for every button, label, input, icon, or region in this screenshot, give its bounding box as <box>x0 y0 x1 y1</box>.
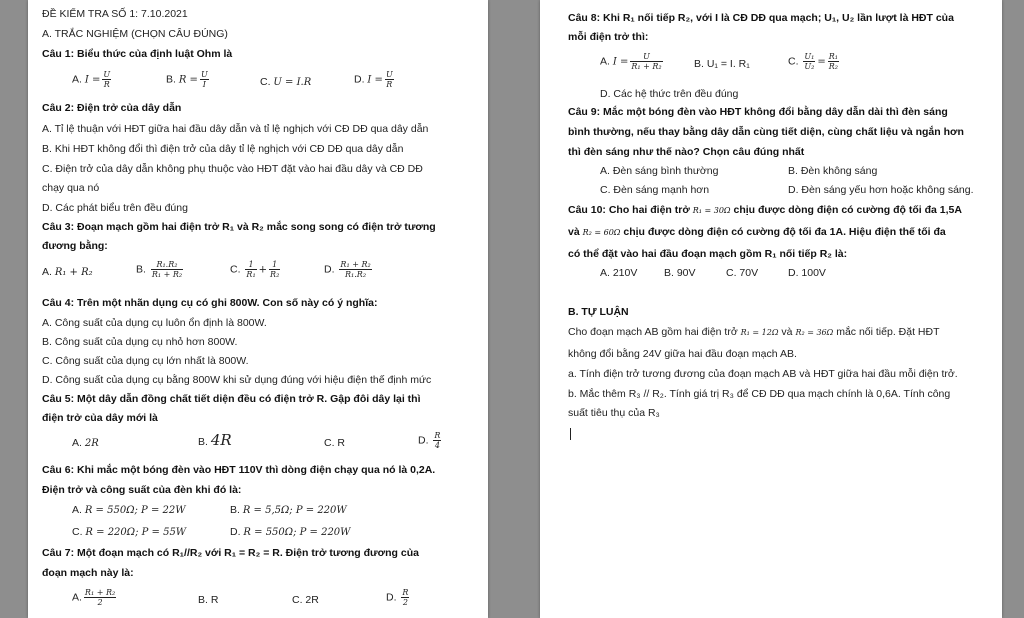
section-b-title: B. TỰ LUẬN <box>568 306 629 318</box>
essay-part-a: a. Tính điện trở tương đương của đoạn mạch AB và HĐT giữa hai đầu mỗi điện trở. <box>568 368 958 380</box>
q8-option-b: B. U₁ = I. R₁ <box>694 58 750 70</box>
q10-question-line1: Câu 10: Cho hai điện trở R₁ = 30Ω chịu được dòng điện có cường độ tối đa 1,5A <box>568 204 962 216</box>
q8-option-a: A. I = $\frac{U}{\text{R₁ + R₂}}$ <box>600 52 662 71</box>
q5-option-d: D. $\frac{R}{4}$ <box>418 431 441 450</box>
q3-option-d: D. $\frac{\text{R₁ + R₂}}{\text{R₁.R₂}}$ <box>324 260 371 279</box>
q7-question-line2: đoạn mạch này là: <box>42 567 134 579</box>
q1-option-b: B. R = $\frac{U}{I}$ <box>166 70 208 89</box>
q7-option-d: D. $\frac{R}{2}$ <box>386 588 409 607</box>
q8-option-c: C. $\frac{\text{U₁}}{\text{U₂}}$ = $\frac{\text{R₁}}{\text{R₂}}$ <box>788 52 838 71</box>
q5-question-line1: Câu 5: Một dây dẫn đồng chất tiết diện đều có điện trở R. Gập đôi dây lại thì <box>42 393 421 405</box>
essay-part-b-line2: suất tiêu thụ của R₃ <box>568 407 660 419</box>
q5-option-b: B. 4R <box>198 431 232 449</box>
q10-option-c: C. 70V <box>726 267 759 279</box>
q7-option-b: B. R <box>198 594 219 606</box>
left-page <box>28 0 488 618</box>
q6-question-line1: Câu 6: Khi mắc một bóng đèn vào HĐT 110V thì dòng điện chạy qua nó là 0,2A. <box>42 464 436 476</box>
q9-option-c: C. Đèn sáng mạnh hơn <box>600 184 710 196</box>
q2-option-a: A. Tỉ lệ thuận với HĐT giữa hai đầu dây dẫn và tỉ lệ nghịch với CĐ DĐ qua dây dẫn <box>42 123 429 135</box>
q1-option-a: A. I = $\frac{U}{R}$ <box>72 70 111 89</box>
q3-option-b: B. $\frac{\text{R₁.R₂}}{\text{R₁ + R₂}}$ <box>136 260 183 279</box>
q6-option-d: D. R = 550Ω; P = 220W <box>230 526 351 538</box>
q6-question-line2: Điện trở và công suất của đèn khi đó là: <box>42 484 242 496</box>
q6-option-b: B. R = 5,5Ω; P = 220W <box>230 504 347 516</box>
q2-option-c-line2: chạy qua nó <box>42 182 100 194</box>
q3-option-c: C. $\frac{1}{\text{R₁}}$ + $\frac{1}{\text{R₂}}$ <box>230 260 280 279</box>
q10-option-a: A. 210V <box>600 267 638 279</box>
essay-line2: không đổi bằng 24V giữa hai đầu đoạn mạch AB. <box>568 348 797 360</box>
q7-option-a: A. $\frac{\text{R₁ + R₂}}{2}$ <box>72 588 116 607</box>
q5-option-a: A. 2R <box>72 437 99 449</box>
q6-option-c: C. R = 220Ω; P = 55W <box>72 526 187 538</box>
q8-option-d: D. Các hệ thức trên đều đúng <box>600 88 739 100</box>
q9-question-line1: Câu 9: Mắc một bóng đèn vào HĐT không đổi bằng dây dẫn dài thì đèn sáng <box>568 106 948 118</box>
q3-question-line2: đương bằng: <box>42 240 108 252</box>
q2-question: Câu 2: Điện trở của dây dẫn <box>42 102 182 114</box>
q7-question-line1: Câu 7: Một đoạn mạch có R₁//R₂ với R₁ = R₂ = R. Điện trở tương đương của <box>42 547 419 559</box>
q1-question: Câu 1: Biểu thức của định luật Ohm là <box>42 48 233 60</box>
right-page <box>540 0 1002 618</box>
essay-line1: Cho đoạn mạch AB gồm hai điện trở R₁ = 12Ω và R₂ = 36Ω mắc nối tiếp. Đặt HĐT <box>568 326 940 338</box>
q2-option-b: B. Khi HĐT không đổi thì điện trở của dây tỉ lệ nghịch với CĐ DĐ qua dây dẫn <box>42 143 404 155</box>
q4-option-b: B. Công suất của dụng cụ nhỏ hơn 800W. <box>42 336 238 348</box>
q10-question-line3: có thể đặt vào hai đầu đoạn mạch gồm R₁ nối tiếp R₂ là: <box>568 248 848 260</box>
q9-option-d: D. Đèn sáng yếu hơn hoặc không sáng. <box>788 184 974 196</box>
q4-option-c: C. Công suất của dụng cụ lớn nhất là 800W. <box>42 355 249 367</box>
q3-option-a: A. R₁ + R₂ <box>42 266 93 278</box>
q2-option-d: D. Các phát biểu trên đều đúng <box>42 202 188 214</box>
q10-option-d: D. 100V <box>788 267 826 279</box>
q4-question: Câu 4: Trên một nhãn dụng cụ có ghi 800W. Con số này có ý nghĩa: <box>42 297 378 309</box>
q5-option-c: C. R <box>324 437 346 449</box>
q4-option-a: A. Công suất của dụng cụ luôn ổn định là 800W. <box>42 317 267 329</box>
q9-question-line2: bình thường, nếu thay bằng dây dẫn cùng tiết diện, cùng chất liệu và ngắn hơn <box>568 126 964 138</box>
section-a-title: A. TRẮC NGHIỆM (CHỌN CÂU ĐÚNG) <box>42 28 228 40</box>
q7-option-c: C. 2R <box>292 594 319 606</box>
q8-question-line2: mỗi điện trở thì: <box>568 31 649 43</box>
q9-option-a: A. Đèn sáng bình thường <box>600 165 719 177</box>
essay-part-b-line1: b. Mắc thêm R₃ // R₂. Tính giá trị R₃ để CĐ DĐ qua mạch chính là 0,6A. Tính công <box>568 388 951 400</box>
exam-header: ĐỀ KIỂM TRA SỐ 1: 7.10.2021 <box>42 8 188 20</box>
q10-question-line2: và R₂ = 60Ω chịu được dòng điện có cường độ tối đa 1A. Hiệu điện thế tối đa <box>568 226 946 238</box>
q1-option-d: D. I = $\frac{U}{R}$ <box>354 70 393 89</box>
q9-question-line3: thì đèn sáng như thế nào? Chọn câu đúng nhất <box>568 146 805 158</box>
text-cursor[interactable] <box>570 428 571 440</box>
q6-option-a: A. R = 550Ω; P = 22W <box>72 504 186 516</box>
q1-option-c: C. U = I.R <box>260 76 312 88</box>
q10-option-b: B. 90V <box>664 267 696 279</box>
q5-question-line2: điện trở của dây mới là <box>42 412 158 424</box>
q4-option-d: D. Công suất của dụng cụ bằng 800W khi sử dụng đúng với hiệu điện thế định mức <box>42 374 432 386</box>
q8-question-line1: Câu 8: Khi R₁ nối tiếp R₂, với I là CĐ DĐ qua mạch; U₁, U₂ lần lượt là HĐT của <box>568 12 954 24</box>
q3-question-line1: Câu 3: Đoạn mạch gồm hai điện trở R₁ và R₂ mắc song song có điện trở tương <box>42 221 436 233</box>
q2-option-c-line1: C. Điện trở của dây dẫn không phụ thuộc vào HĐT đặt vào hai đầu dây và CĐ DĐ <box>42 163 423 175</box>
q9-option-b: B. Đèn không sáng <box>788 165 878 177</box>
